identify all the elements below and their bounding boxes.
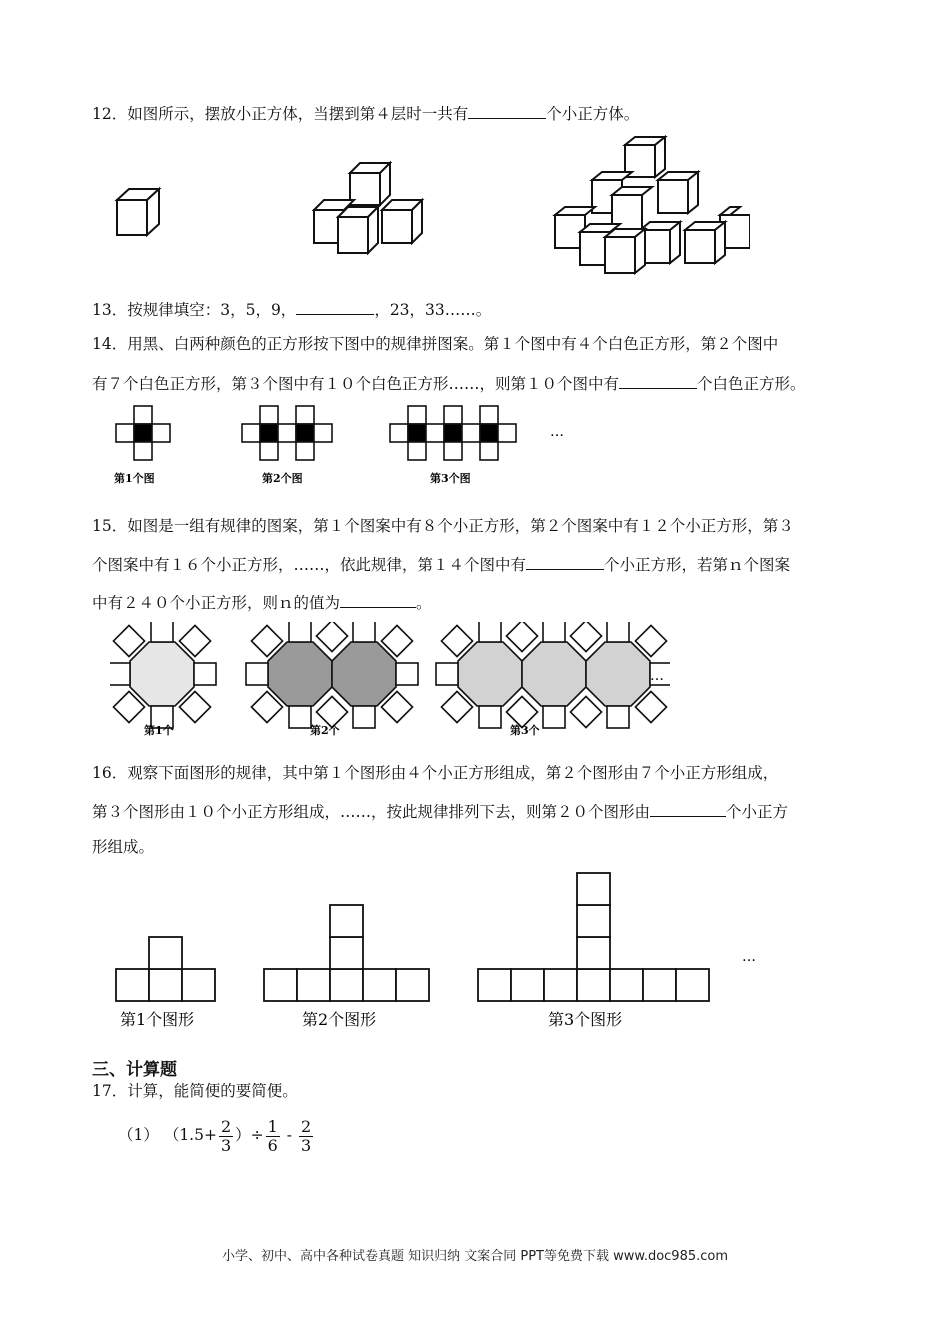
caption: 第1个 — [144, 724, 174, 737]
cube-layer-2 — [314, 163, 422, 253]
caption: 第2个图形 — [302, 1010, 377, 1029]
answer-blank[interactable] — [526, 553, 604, 570]
question-16-line1: 16．观察下面图形的规律，其中第１个图形由４个小正方形组成，第２个图形由７个小正方形组成， — [92, 764, 779, 782]
fraction: $\frac{2}{3}$ — [300, 1116, 312, 1155]
question-15-line1: 15．如图是一组有规律的图案，第１个图案中有８个小正方形，第２个图案中有１２个小正方形，第３ — [92, 517, 794, 535]
question-15-line3: 中有２４０个小正方形，则ｎ的值为 。 — [92, 591, 432, 613]
ellipsis: … — [550, 424, 564, 440]
q17-expression: （1） （1.5+ $\frac{2}{3}$ ）÷ $\frac{1}{6}$ - $\frac{2}{3}$ — [118, 1116, 312, 1155]
caption: 第2个 — [310, 724, 340, 737]
question-14-line1: 14．用黑、白两种颜色的正方形按下图中的规律拼图案。第１个图中有４个白色正方形，第２个图中 — [92, 335, 779, 353]
answer-blank[interactable] — [296, 298, 374, 315]
caption: 第3个 — [510, 724, 540, 737]
q15-octagon-figure — [110, 622, 670, 740]
question-13: 13．按规律填空：3，5，9， ，23，33……。 — [92, 298, 491, 320]
caption: 第1个图 — [114, 472, 155, 485]
answer-blank[interactable] — [340, 591, 416, 608]
question-16-line2: 第３个图形由１０个小正方形组成，……，按此规律排列下去，则第２０个图形由 个小正方 — [92, 800, 788, 822]
caption: 第3个图形 — [548, 1010, 623, 1029]
q12-text: 12．如图所示，摆放小正方体，当摆到第４层时一共有 — [92, 105, 469, 123]
question-17: 17．计算，能简便的要简便。 — [92, 1082, 298, 1100]
footer: 小学、初中、高中各种试卷真题 知识归纳 文案合同 PPT等免费下载 www.doc985.com — [221, 1249, 729, 1264]
cube-layer-1 — [117, 189, 159, 235]
fraction: $\frac{2}{3}$ — [220, 1116, 232, 1155]
section-title: 三、计算题 — [92, 1060, 177, 1080]
answer-blank[interactable] — [468, 102, 546, 119]
question-15-line2: 个图案中有１６个小正方形，……，依此规律，第１４个图中有 个小正方形，若第ｎ个图案 — [92, 553, 790, 575]
cube-layer-3 — [555, 137, 750, 273]
q14-pattern-figure — [100, 400, 570, 490]
answer-blank[interactable] — [619, 372, 697, 389]
question-16-line3: 形组成。 — [92, 838, 155, 856]
question-14-line2: 有７个白色正方形，第３个图中有１０个白色正方形……，则第１０个图中有 个白色正方形。 — [92, 372, 806, 394]
ellipsis: … — [742, 949, 756, 965]
question-12: 12．如图所示，摆放小正方体，当摆到第４层时一共有 个小正方体。 — [92, 102, 639, 124]
answer-blank[interactable] — [650, 800, 726, 817]
q16-squares-figure — [110, 865, 770, 1035]
fraction: $\frac{1}{6}$ — [267, 1116, 278, 1155]
caption: 第1个图形 — [120, 1010, 195, 1029]
caption: 第3个图 — [430, 472, 471, 485]
ellipsis: … — [650, 668, 664, 684]
caption: 第2个图 — [262, 472, 303, 485]
q12-cubes-figure — [100, 135, 750, 280]
